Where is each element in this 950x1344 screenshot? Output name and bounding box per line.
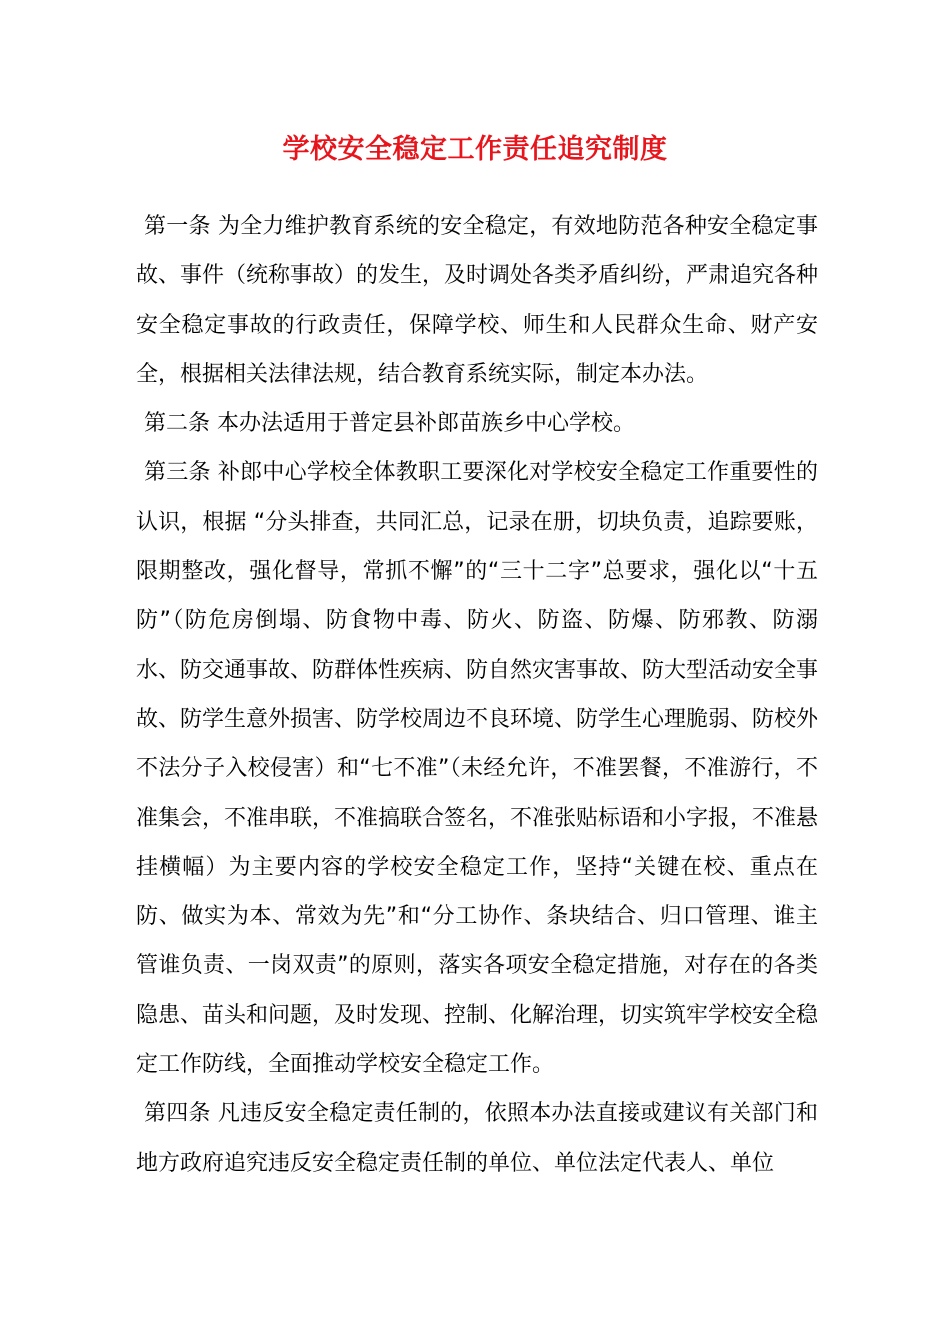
article-2-paragraph: 第二条 本办法适用于普定县补郎苗族乡中心学校。 <box>144 411 635 437</box>
article-4-paragraph: 第四条 凡违反安全稳定责任制的，依照本办法直接或建议有关部门和地方政府追究违反安全稳定责任制的单位、单位法定代表人、单位 <box>136 1101 818 1176</box>
document-title: 学校安全稳定工作责任追究制度 <box>282 134 668 165</box>
article-1-paragraph: 第一条 为全力维护教育系统的安全稳定，有效地防范各种安全稳定事故、事件（统称事故）的发生，及时调处各类矛盾纠纷，严肃追究各种安全稳定事故的行政责任，保障学校、师生和人民群众生命、财产安全，根据相关法律法规，结合教育系统实际，制定本办法。 <box>136 214 819 387</box>
article-3-paragraph: 第三条 补郎中心学校全体教职工要深化对学校安全稳定工作重要性的认识，根据 “分头排查，共同汇总，记录在册，切块负责，追踪要账，限期整改，强化督导，常抓不懈”的“三十二字”总要求，强化以“十五防”（防危房倒塌、防食物中毒、防火、防盗、防爆、防邪教、防溺水、防交通事故、防群体性疾病、防自然灾害事故、防大型活动安全事故、防学生意外损害、防学校周边不良环境、防学生心理脆弱、防校外不法分子入校侵害）和“七不准”（未经允许，不准罢餐，不准游行，不准集会，不准串联，不准搞联合签名，不准张贴标语和小字报，不准悬挂横幅）为主要内容的学校安全稳定工作，坚持“关键在校、重点在防、做实为本、常效为先”和“分工协作、条块结合、归口管理、谁主管谁负责、一岗双责”的原则，落实各项安全稳定措施，对存在的各类隐患、苗头和问题，及时发现、控制、化解治理，切实筑牢学校安全稳定工作防线，全面推动学校安全稳定工作。 <box>136 460 819 1078</box>
document-body <box>136 202 818 1188</box>
